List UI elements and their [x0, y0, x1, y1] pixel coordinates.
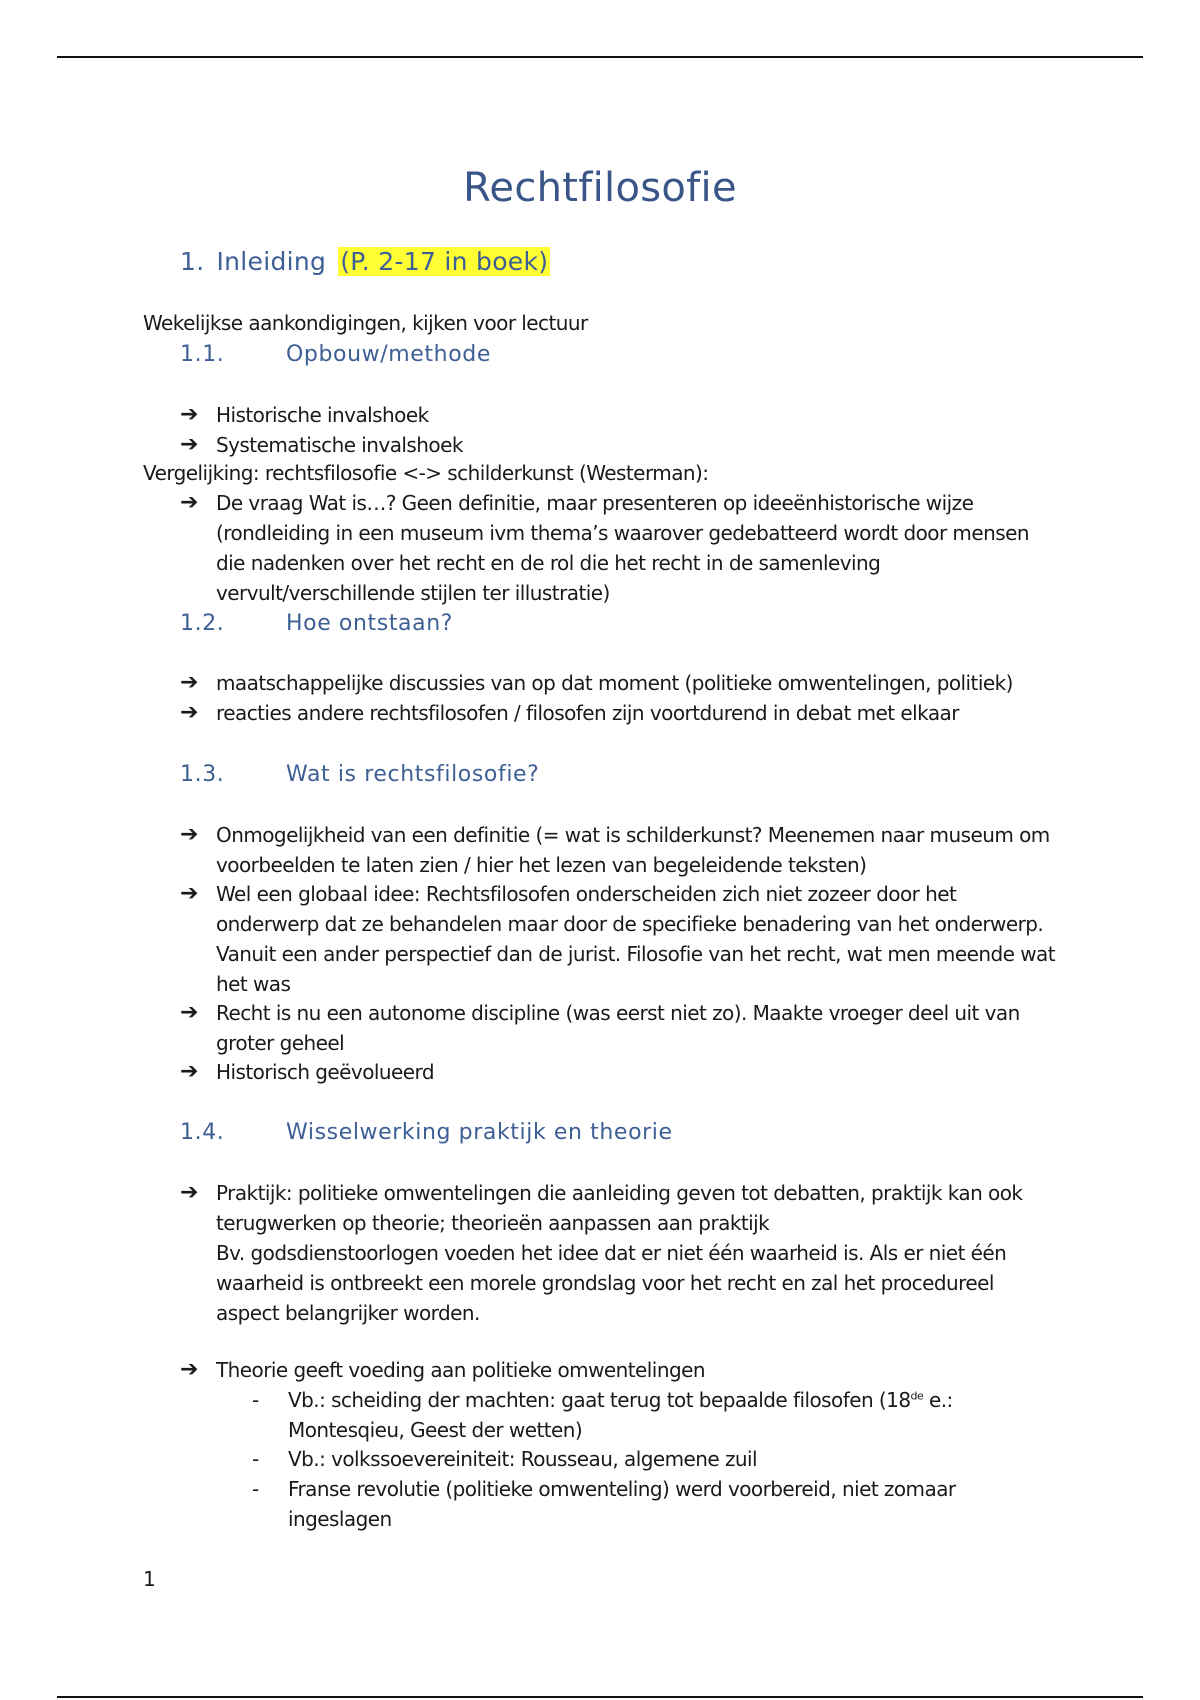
heading-text: Inleiding: [216, 247, 327, 276]
heading-text: Wisselwerking praktijk en theorie: [286, 1120, 673, 1145]
list-item: ➔ Wel een globaal idee: Rechtsfilosofen onderscheiden zich niet zozeer door het onderwerp dat ze behandelen maar door de specifieke benadering van het onderwerp. Vanuit een ander perspectief dan de jurist. Filosofie van het recht, wat men meende wat het was: [180, 881, 1056, 996]
heading-number: 1.3.: [180, 762, 225, 787]
heading-hoe-ontstaan: [180, 611, 453, 636]
arrow-right-icon: ➔: [180, 1357, 198, 1382]
page-number: 1: [143, 1567, 156, 1591]
footer-rule: [57, 1696, 1143, 1698]
practice-example: Bv. godsdienstoorlogen voeden het idee dat er niet één waarheid is. Als er niet één waarheid is ontbreekt een morele grondslag voor het recht en zal het procedureel aspect belangrijker worden.: [216, 1241, 1007, 1325]
arrow-right-icon: ➔: [180, 432, 198, 457]
dash-bullet-icon: -: [252, 1477, 259, 1501]
list-item: ➔ Recht is nu een autonome discipline (was eerst niet zo). Maakte vroeger deel uit van groter geheel: [180, 1000, 1020, 1055]
arrow-right-icon: ➔: [180, 490, 198, 515]
heading-number: 1.4.: [180, 1120, 225, 1145]
practice-text: Praktijk: politieke omwentelingen die aanleiding geven tot debatten, praktijk kan ook terugwerken op theorie; theorieën aanpassen aan praktijk: [216, 1181, 1023, 1235]
heading-inleiding: [180, 247, 550, 276]
arrow-right-icon: ➔: [180, 881, 198, 906]
heading-wisselwerking: [180, 1120, 673, 1145]
list-item: [180, 1178, 1060, 1328]
dash-bullet-icon: -: [252, 1447, 259, 1471]
heading-text: Opbouw/methode: [286, 342, 491, 367]
heading-text: Hoe ontstaan?: [286, 611, 454, 636]
arrow-right-icon: ➔: [180, 1000, 198, 1025]
arrow-right-icon: ➔: [180, 822, 198, 847]
list-item: ➔ Systematische invalshoek: [180, 430, 1060, 460]
list-item: ➔ Historisch geëvolueerd: [180, 1057, 1060, 1087]
arrow-right-icon: ➔: [180, 700, 198, 725]
highlighted-page-ref: (P. 2-17 in boek): [340, 247, 549, 276]
sub-list-item: - Franse revolutie (politieke omwenteling) werd voorbereid, niet zomaar ingeslagen: [252, 1474, 1032, 1534]
arrow-right-icon: ➔: [180, 1059, 198, 1084]
arrow-right-icon: ➔: [180, 670, 198, 695]
list-item: ➔ Onmogelijkheid van een definitie (= wat is schilderkunst? Meenemen naar museum om voorbeelden te laten zien / hier het lezen van begeleidende teksten): [180, 822, 1050, 877]
list-item: ➔ reacties andere rechtsfilosofen / filosofen zijn voortdurend in debat met elkaar: [180, 698, 1060, 728]
comparison-text: Vergelijking: rechtsfilosofie <-> schilderkunst (Westerman):: [143, 461, 709, 485]
dash-bullet-icon: -: [252, 1388, 259, 1412]
intro-text: Wekelijkse aankondigingen, kijken voor lectuur: [143, 311, 588, 335]
arrow-right-icon: ➔: [180, 1180, 198, 1205]
list-item: ➔ Historische invalshoek: [180, 400, 1060, 430]
arrow-right-icon: ➔: [180, 402, 198, 427]
heading-number: 1.1.: [180, 342, 225, 367]
document-title: Rechtfilosofie: [463, 165, 737, 211]
sub-list-item: - Vb.: scheiding der machten: gaat terug tot bepaalde filosofen (18de e.: Montesqieu, Geest der wetten): [252, 1385, 1032, 1445]
list-item: ➔ Theorie geeft voeding aan politieke omwentelingen: [180, 1355, 1060, 1385]
heading-opbouw: [180, 342, 491, 367]
list-item: ➔ maatschappelijke discussies van op dat moment (politieke omwentelingen, politiek): [180, 668, 1060, 698]
heading-text: Wat is rechtsfilosofie?: [286, 762, 540, 787]
list-item: ➔ De vraag Wat is…? Geen definitie, maar presenteren op ideeënhistorische wijze (rondleiding in een museum ivm thema’s waarover gedebatteerd wordt door mensen die nadenken over het recht en de rol die het recht in de samenleving vervult/verschillende stijlen ter illustratie): [180, 490, 1029, 605]
header-rule: [57, 56, 1143, 58]
heading-number: 1.2.: [180, 611, 225, 636]
sub-list-item: - Vb.: volkssoevereiniteit: Rousseau, algemene zuil: [252, 1444, 1032, 1474]
heading-number: 1.: [180, 247, 205, 276]
heading-wat-is-rechtsfilosofie: [180, 762, 539, 787]
